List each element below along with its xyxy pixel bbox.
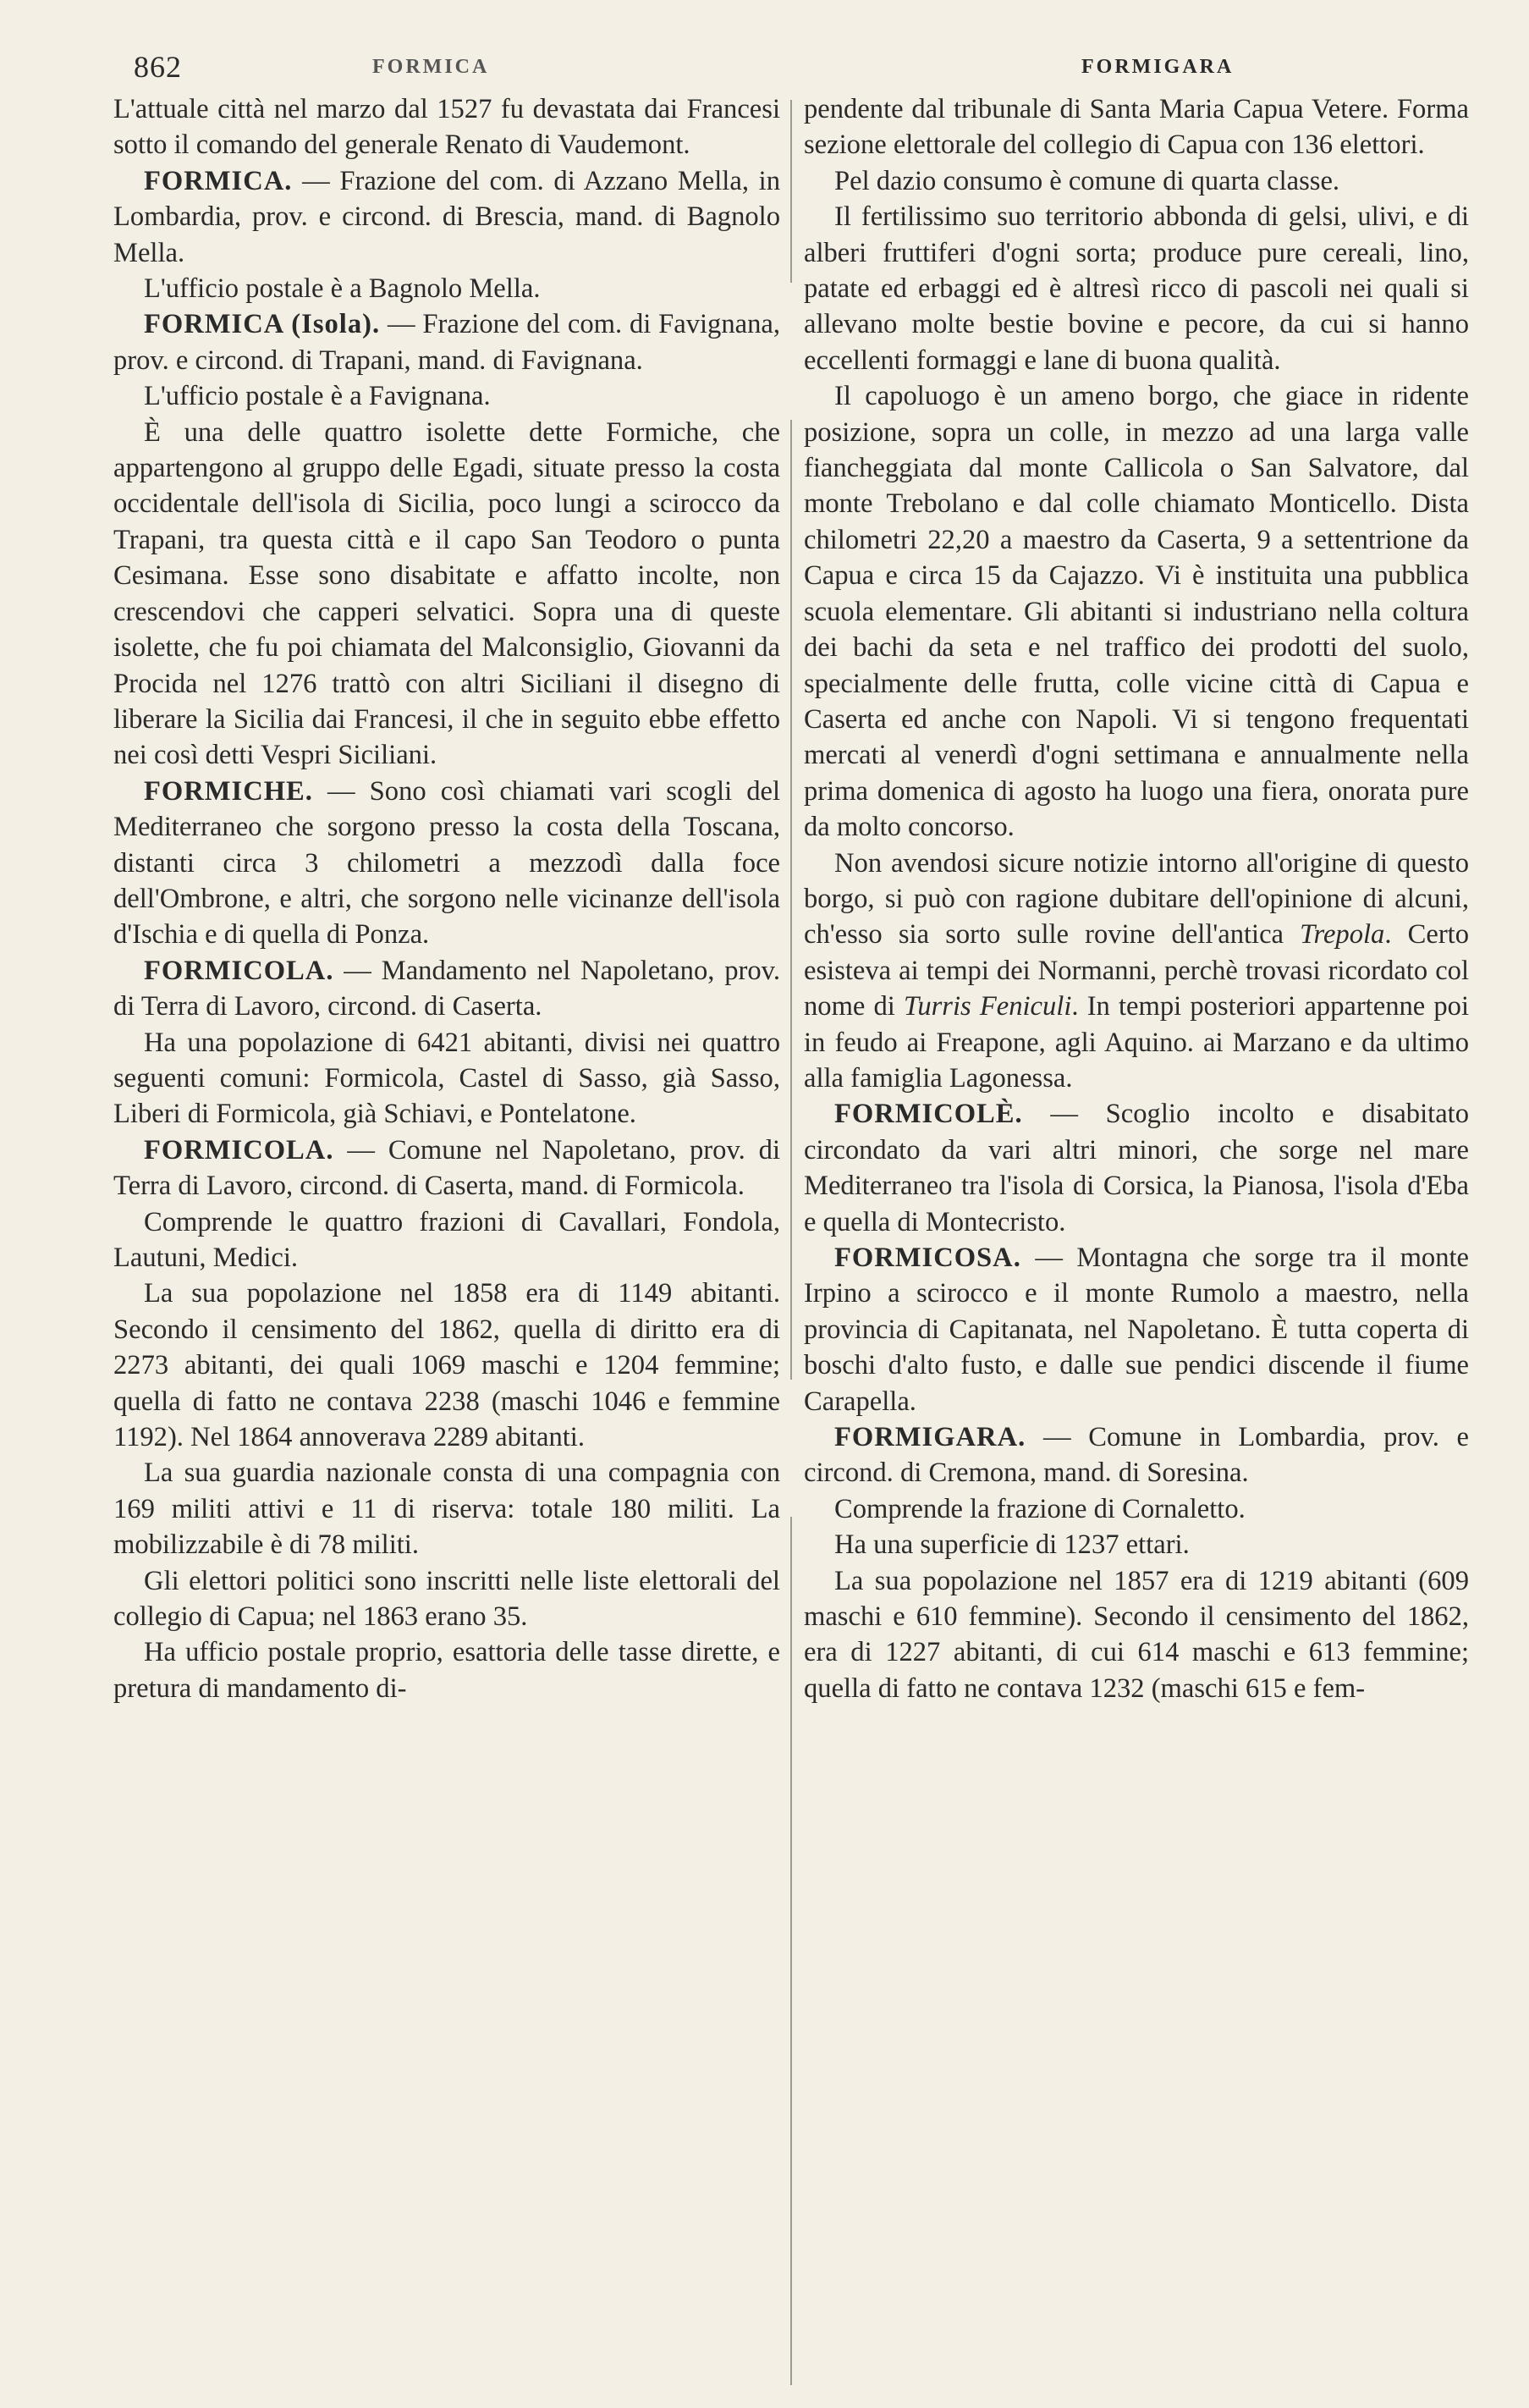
paragraph: Ha una superficie di 1237 ettari. bbox=[834, 1529, 1190, 1561]
paragraph: L'ufficio postale è a Bagnolo Mella. bbox=[144, 273, 541, 305]
column-divider bbox=[790, 100, 792, 2385]
entry-heading: FORMICA. bbox=[144, 165, 293, 196]
dictionary-entry bbox=[113, 774, 780, 953]
dictionary-entry bbox=[113, 306, 780, 378]
paragraph: Il capoluogo è un ameno borgo, che giace in ridente posizione, sopra un colle, in mezzo ad una larga valle fiancheggiata dal monte Callicola o San Salvatore, dal monte Trebolano e dal colle chiamato Monticello. Dista chilometri 22,20 a maestro da Caserta, 9 a settentrione da Capua e circa 15 da Cajazzo. Vi è instituita una pubblica scuola elementare. Gli abitanti si industriano nella coltura dei bachi da seta e nel traffico dei prodotti del suolo, specialmente delle frutta, colle vicine città di Capua e Caserta ed anche con Napoli. Vi si tengono frequentati mercati al venerdì d'ogni settimana e annualmente nella prima domenica di agosto ha luogo una fiera, onorata pure da molto concorso. bbox=[804, 381, 1469, 843]
entry-text: — Frazione del com. di Favignana, prov. e circond. di Trapani, mand. di Favignana. bbox=[113, 309, 780, 376]
running-head-left: FORMICA bbox=[372, 56, 490, 78]
dictionary-entry bbox=[113, 163, 780, 271]
text-run: Non avendosi sicure notizie intorno all'origine di questo borgo, si può con ragione dubitare dell'opinione di alcuni, ch'esso sia sorto sulle rovine dell'antica bbox=[804, 847, 1469, 951]
paragraph: Gli elettori politici sono inscritti nelle liste elettorali del collegio di Capua; nel 1863 erano 35. bbox=[113, 1565, 780, 1633]
paragraph: È una delle quattro isolette dette Formiche, che appartengono al gruppo delle Egadi, situate presso la costa occidentale dell'isola di Sicilia, poco lungi a scirocco da Trapani, tra questa città e il capo San Teodoro o punta Cesimana. Esse sono disabitate e affatto incolte, non crescendovi che capperi selvatici. Sopra una di queste isolette, che fu poi chiamata del Malconsiglio, Giovanni da Procida nel 1276 trattò con altri Siciliani il disegno di liberare la Sicilia dai Francesi, il che in seguito ebbe effetto nei così detti Vespri Siciliani. bbox=[113, 416, 780, 771]
entry-heading: FORMICOLÈ. bbox=[834, 1099, 1023, 1130]
paragraph: La sua popolazione nel 1857 era di 1219 abitanti (609 maschi e 610 femmine). Secondo il censimento del 1862, era di 1227 abitanti, di cui 614 maschi e 613 femmine; quella di fatto ne contava 1232 (maschi 615 e fem- bbox=[804, 1565, 1469, 1704]
paragraph: L'ufficio postale è a Favignana. bbox=[144, 381, 491, 412]
paragraph: Pel dazio consumo è comune di quarta classe. bbox=[834, 165, 1340, 196]
entry-heading: FORMICOSA. bbox=[834, 1243, 1021, 1273]
entry-heading: FORMICOLA. bbox=[144, 955, 334, 986]
entry-heading: FORMICOLA. bbox=[144, 1134, 334, 1165]
paragraph: Ha ufficio postale proprio, esattoria delle tasse dirette, e pretura di mandamento di- bbox=[113, 1637, 780, 1704]
paragraph: Comprende la frazione di Cornaletto. bbox=[834, 1493, 1246, 1524]
paragraph: Ha una popolazione di 6421 abitanti, divisi nei quattro seguenti comuni: Formicola, Castel di Sasso, già Sasso, Liberi di Formicola, già Schiavi, e Pontelatone. bbox=[113, 1027, 780, 1130]
italic-term: Turris Feniculi bbox=[904, 991, 1072, 1022]
entry-text: — Sono così chiamati vari scogli del Mediterraneo che sorgono presso la costa della Toscana, distanti circa 3 chilometri a mezzodì dalla foce dell'Ombrone, e altri, che sorgono nelle vicinanze dell'isola d'Ischia e di quella di Ponza. bbox=[113, 775, 780, 951]
dictionary-entry bbox=[804, 1419, 1469, 1491]
entry-heading: FORMIGARA. bbox=[834, 1422, 1026, 1453]
entry-text: — Comune in Lombardia, prov. e circond. di Cremona, mand. di Soresina. bbox=[804, 1422, 1469, 1489]
paragraph bbox=[804, 846, 1469, 1097]
paragraph: Comprende le quattro frazioni di Cavallari, Fondola, Lautuni, Medici. bbox=[113, 1206, 780, 1273]
paragraph: Il fertilissimo suo territorio abbonda di gelsi, ulivi, e di alberi fruttiferi d'ogni sorta; produce pure cereali, lino, patate ed erbaggi ed è altresì ricco di pascoli nei quali si allevano molte bestie bovine e pecore, da cui si hanno eccellenti formaggi e lane di buona qualità. bbox=[804, 201, 1469, 376]
entry-text: — Scoglio incolto e disabitato circondato da vari altri minori, che sorge nel mare Mediterraneo tra l'isola di Corsica, la Pianosa, l'isola d'Eba e quella di Montecristo. bbox=[804, 1099, 1469, 1237]
dictionary-entry bbox=[113, 953, 780, 1025]
paragraph-continuation: pendente dal tribunale di Santa Maria Capua Vetere. Forma sezione elettorale del collegio di Capua con 136 elettori. bbox=[804, 94, 1469, 161]
entry-heading: FORMICHE. bbox=[144, 775, 313, 807]
paragraph: La sua guardia nazionale consta di una compagnia con 169 militi attivi e 11 di riserva: totale 180 militi. La mobilizzabile è di 78 militi. bbox=[113, 1457, 780, 1561]
text-run: . Certo esisteva ai tempi dei Normanni, perchè trovasi ricordato col nome di bbox=[804, 919, 1470, 1022]
italic-term: Trepola bbox=[1300, 919, 1385, 951]
dictionary-entry bbox=[804, 1240, 1469, 1419]
running-head-right: FORMIGARA bbox=[1081, 56, 1235, 78]
entry-text: — Frazione del com. di Azzano Mella, in Lombardia, prov. e circond. di Brescia, mand. di Bagnolo Mella. bbox=[113, 165, 780, 268]
entry-heading: FORMICA (Isola). bbox=[144, 309, 381, 340]
entry-text: — Montagna che sorge tra il monte Irpino a scirocco e il monte Rumolo a maestro, nella provincia di Capitanata, nel Napoletano. È tutta coperta di boschi d'alto fusto, e dalle sue pendici discende il fiume Carapella. bbox=[804, 1243, 1469, 1417]
paragraph: La sua popolazione nel 1858 era di 1149 abitanti. Secondo il censimento del 1862, quella di diritto era di 2273 abitanti, dei quali 1069 maschi e 1204 femmine; quella di fatto ne contava 2238 (maschi 1046 e femmine 1192). Nel 1864 annoverava 2289 abitanti. bbox=[113, 1278, 780, 1453]
page-number: 862 bbox=[134, 50, 182, 84]
entry-text: — Mandamento nel Napoletano, prov. di Terra di Lavoro, circond. di Caserta. bbox=[113, 955, 780, 1022]
paragraph-continuation: L'attuale città nel marzo dal 1527 fu devastata dai Francesi sotto il comando del generale Renato di Vaudemont. bbox=[113, 94, 780, 161]
text-run: . In tempi posteriori appartenne poi in feudo ai Freapone, agli Aquino. ai Marzano e da ultimo alla famiglia Lagonessa. bbox=[804, 991, 1469, 1094]
left-column bbox=[113, 91, 780, 1706]
entry-text: — Comune nel Napoletano, prov. di Terra di Lavoro, circond. di Caserta, mand. di Formicola. bbox=[113, 1134, 780, 1202]
dictionary-entry bbox=[804, 1096, 1469, 1240]
page-header bbox=[0, 49, 1529, 86]
right-column bbox=[804, 91, 1469, 1706]
dictionary-entry bbox=[113, 1132, 780, 1204]
